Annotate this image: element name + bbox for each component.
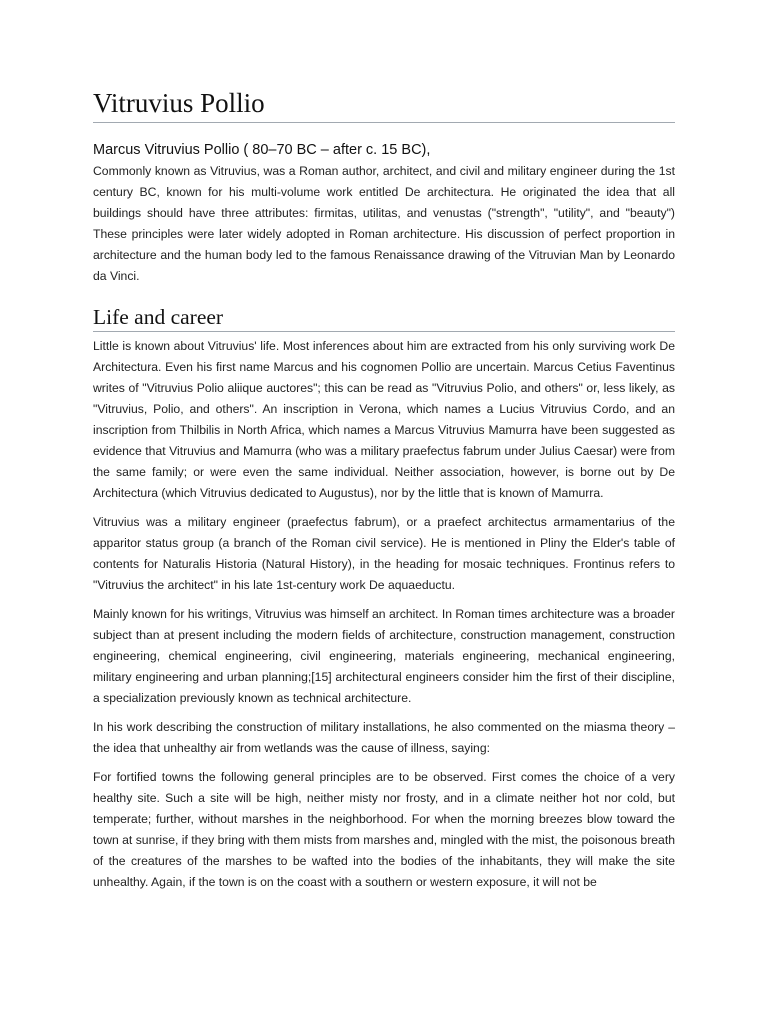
document-page [93,86,675,893]
paragraph-quote: For fortified towns the following general principles are to be observed. First comes the choice of a very healthy site. Such a site will be high, neither misty nor frosty, and in a climate neither hot nor cold, but temperate; further, without marshes in the neighborhood. For when the morning breezes blow toward the town at sunrise, if they bring with them mists from marshes and, mingled with the mist, the poisonous breath of the creatures of the marshes to be wafted into the bodies of the inhabitants, they will make the site unhealthy. Again, if the town is on the coast with a southern or western exposure, it will not be [93,770,675,889]
section-heading-life-and-career: Life and career [93,304,675,332]
paragraph-military-engineer: Vitruvius was a military engineer (praefectus fabrum), or a praefect architectus armamentarius of the apparitor status group (a branch of the Roman civil service). He is mentioned in Pliny the Elder's table of contents for Naturalis Historia (Natural History), in the heading for mosaic techniques. Frontinus refers to "Vitruvius the architect" in his late 1st-century work De aquaeductu. [93,515,675,592]
lead-line: Marcus Vitruvius Pollio ( 80–70 BC – after c. 15 BC), [93,142,431,158]
paragraph-life: Little is known about Vitruvius' life. Most inferences about him are extracted from his only surviving work De Architectura. Even his first name Marcus and his cognomen Pollio are uncertain. Marcus Cetius Faventinus writes of "Vitruvius Polio aliique auctores"; this can be read as "Vitruvius Polio, and others" or, less likely, as "Vitruvius, Polio, and others". An inscription in Verona, which names a Lucius Vitruvius Cordo, and an inscription from Thilbilis in North Africa, which names a Marcus Vitruvius Mamurra have been suggested as evidence that Vitruvius and Mamurra (who was a military praefectus fabrum under Julius Caesar) were from the same family; or were even the same individual. Neither association, however, is borne out by De Architectura (which Vitruvius dedicated to Augustus), nor by the little that is known of Mamurra. [93,339,675,500]
article-title: Vitruvius Pollio [93,86,675,123]
intro-paragraph: Commonly known as Vitruvius, was a Roman author, architect, and civil and military engineer during the 1st century BC, known for his multi-volume work entitled De architectura. He originated the idea that all buildings should have three attributes: firmitas, utilitas, and venustas ("strength", "utility", and "beauty") These principles were later widely adopted in Roman architecture. His discussion of perfect proportion in architecture and the human body led to the famous Renaissance drawing of the Vitruvian Man by Leonardo da Vinci. [93,164,675,283]
paragraph-miasma: In his work describing the construction of military installations, he also commented on the miasma theory – the idea that unhealthy air from wetlands was the cause of illness, saying: [93,720,675,755]
paragraph-architect: Mainly known for his writings, Vitruvius was himself an architect. In Roman times architecture was a broader subject than at present including the modern fields of architecture, construction management, construction engineering, chemical engineering, civil engineering, materials engineering, mechanical engineering, military engineering and urban planning;[15] architectural engineers consider him the first of their discipline, a specialization previously known as technical architecture. [93,607,675,705]
